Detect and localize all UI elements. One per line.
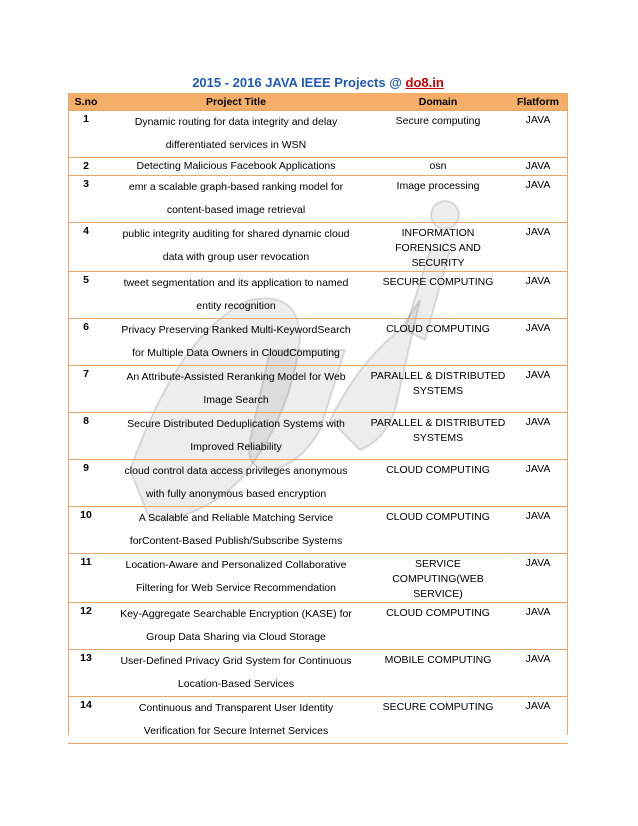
table-row (68, 603, 568, 650)
table-row (68, 366, 568, 413)
row-project-title (104, 158, 368, 176)
projects-table (68, 93, 568, 744)
row-platform: JAVA (508, 603, 568, 650)
row-domain (368, 603, 508, 650)
row-sno: 4 (68, 223, 104, 272)
title-line: differentiated services in WSN (165, 139, 307, 151)
domain-line: CLOUD COMPUTING (386, 323, 490, 335)
row-project-title (104, 697, 368, 744)
title-line: Detecting Malicious Facebook Applications (136, 160, 336, 172)
table-row (68, 697, 568, 744)
row-platform: JAVA (508, 507, 568, 554)
domain-line: SERVICE (415, 558, 461, 570)
title-line: content-based image retrieval (166, 204, 306, 216)
row-project-title (104, 223, 368, 272)
title-line: data with group user revocation (162, 251, 310, 263)
row-domain (368, 554, 508, 603)
row-domain (368, 507, 508, 554)
row-project-title (104, 272, 368, 319)
table-row (68, 650, 568, 697)
title-line: Location-Aware and Personalized Collaborative (125, 559, 347, 571)
title-line: Dynamic routing for data integrity and delay (134, 116, 338, 128)
domain-line: SERVICE) (413, 588, 463, 600)
domain-line: CLOUD COMPUTING (386, 511, 490, 523)
row-sno: 6 (68, 319, 104, 366)
row-platform: JAVA (508, 366, 568, 413)
row-sno: 14 (68, 697, 104, 744)
domain-line: SECURITY (411, 257, 465, 269)
row-domain (368, 697, 508, 744)
header-project-title: Project Title (104, 93, 368, 111)
domain-line: COMPUTING(WEB (392, 573, 484, 585)
table-body (68, 111, 568, 744)
table-row (68, 507, 568, 554)
row-project-title (104, 554, 368, 603)
table-row (68, 413, 568, 460)
table-row (68, 319, 568, 366)
table-row (68, 554, 568, 603)
row-domain (368, 272, 508, 319)
header-domain: Domain (368, 93, 508, 111)
title-line: forContent-Based Publish/Subscribe Systems (129, 535, 343, 547)
title-line: A Scalable and Reliable Matching Service (138, 512, 334, 524)
title-line: Filtering for Web Service Recommendation (136, 582, 336, 594)
title-line: Key-Aggregate Searchable Encryption (KASE) for (120, 608, 352, 620)
domain-line: SECURE COMPUTING (382, 276, 494, 288)
table-row (68, 223, 568, 272)
title-line: An Attribute-Assisted Reranking Model for Web (126, 371, 346, 383)
row-domain (368, 176, 508, 223)
domain-line: PARALLEL & DISTRIBUTED (370, 417, 506, 429)
row-platform: JAVA (508, 554, 568, 603)
header-platform: Flatform (508, 93, 568, 111)
title-text: 2015 - 2016 JAVA IEEE Projects @ (192, 75, 406, 90)
row-project-title (104, 603, 368, 650)
domain-line: CLOUD COMPUTING (386, 464, 490, 476)
row-domain (368, 650, 508, 697)
title-line: Continuous and Transparent User Identity (138, 702, 334, 714)
row-platform: JAVA (508, 272, 568, 319)
page-title (68, 75, 568, 90)
title-line: tweet segmentation and its application to named (123, 277, 349, 289)
row-platform: JAVA (508, 650, 568, 697)
title-line: Verification for Secure Internet Services (143, 725, 329, 737)
title-line: cloud control data access privileges anonymous (124, 465, 348, 477)
table-header-row (68, 93, 568, 111)
domain-line: FORENSICS AND (395, 242, 481, 254)
title-line: Secure Distributed Deduplication Systems with (127, 418, 345, 430)
table-row (68, 158, 568, 176)
row-sno: 12 (68, 603, 104, 650)
row-project-title (104, 507, 368, 554)
domain-line: Image processing (396, 180, 480, 192)
row-platform: JAVA (508, 111, 568, 158)
row-project-title (104, 650, 368, 697)
row-project-title (104, 413, 368, 460)
title-link[interactable]: do8.in (405, 75, 444, 90)
row-domain (368, 158, 508, 176)
domain-line: SECURE COMPUTING (382, 701, 494, 713)
title-line: Privacy Preserving Ranked Multi-KeywordSearch (121, 324, 351, 336)
row-project-title (104, 111, 368, 158)
row-domain (368, 366, 508, 413)
domain-line: CLOUD COMPUTING (386, 607, 490, 619)
row-domain (368, 460, 508, 507)
title-line: Group Data Sharing via Cloud Storage (146, 631, 326, 643)
title-line: Image Search (203, 394, 269, 406)
title-line: Location-Based Services (177, 678, 295, 690)
table-row (68, 460, 568, 507)
row-sno: 13 (68, 650, 104, 697)
row-domain (368, 223, 508, 272)
row-domain (368, 319, 508, 366)
title-line: for Multiple Data Owners in CloudComputing (132, 347, 340, 359)
row-domain (368, 111, 508, 158)
title-line: with fully anonymous based encryption (145, 488, 327, 500)
row-project-title (104, 319, 368, 366)
row-sno: 8 (68, 413, 104, 460)
row-sno: 7 (68, 366, 104, 413)
row-sno: 2 (68, 158, 104, 176)
domain-line: INFORMATION (401, 227, 475, 239)
table-row (68, 176, 568, 223)
row-platform: JAVA (508, 176, 568, 223)
domain-line: MOBILE COMPUTING (384, 654, 492, 666)
row-sno: 9 (68, 460, 104, 507)
row-project-title (104, 366, 368, 413)
row-platform: JAVA (508, 413, 568, 460)
title-line: emr a scalable graph-based ranking model for (128, 181, 344, 193)
table-row (68, 111, 568, 158)
domain-line: PARALLEL & DISTRIBUTED (370, 370, 506, 382)
table-row (68, 272, 568, 319)
row-sno: 3 (68, 176, 104, 223)
title-line: entity recognition (196, 300, 276, 312)
domain-line: Secure computing (395, 115, 481, 127)
row-project-title (104, 460, 368, 507)
title-line: Improved Reliability (190, 441, 282, 453)
row-sno: 10 (68, 507, 104, 554)
title-line: User-Defined Privacy Grid System for Continuous (120, 655, 352, 667)
row-platform: JAVA (508, 223, 568, 272)
title-line: public integrity auditing for shared dynamic cloud (122, 228, 350, 240)
row-platform: JAVA (508, 697, 568, 744)
domain-line: SYSTEMS (412, 385, 464, 397)
row-platform: JAVA (508, 319, 568, 366)
row-platform: JAVA (508, 460, 568, 507)
row-sno: 1 (68, 111, 104, 158)
row-project-title (104, 176, 368, 223)
domain-line: SYSTEMS (412, 432, 464, 444)
header-sno: S.no (68, 93, 104, 111)
row-domain (368, 413, 508, 460)
domain-line: osn (429, 160, 447, 172)
row-platform: JAVA (508, 158, 568, 176)
row-sno: 5 (68, 272, 104, 319)
row-sno: 11 (68, 554, 104, 603)
